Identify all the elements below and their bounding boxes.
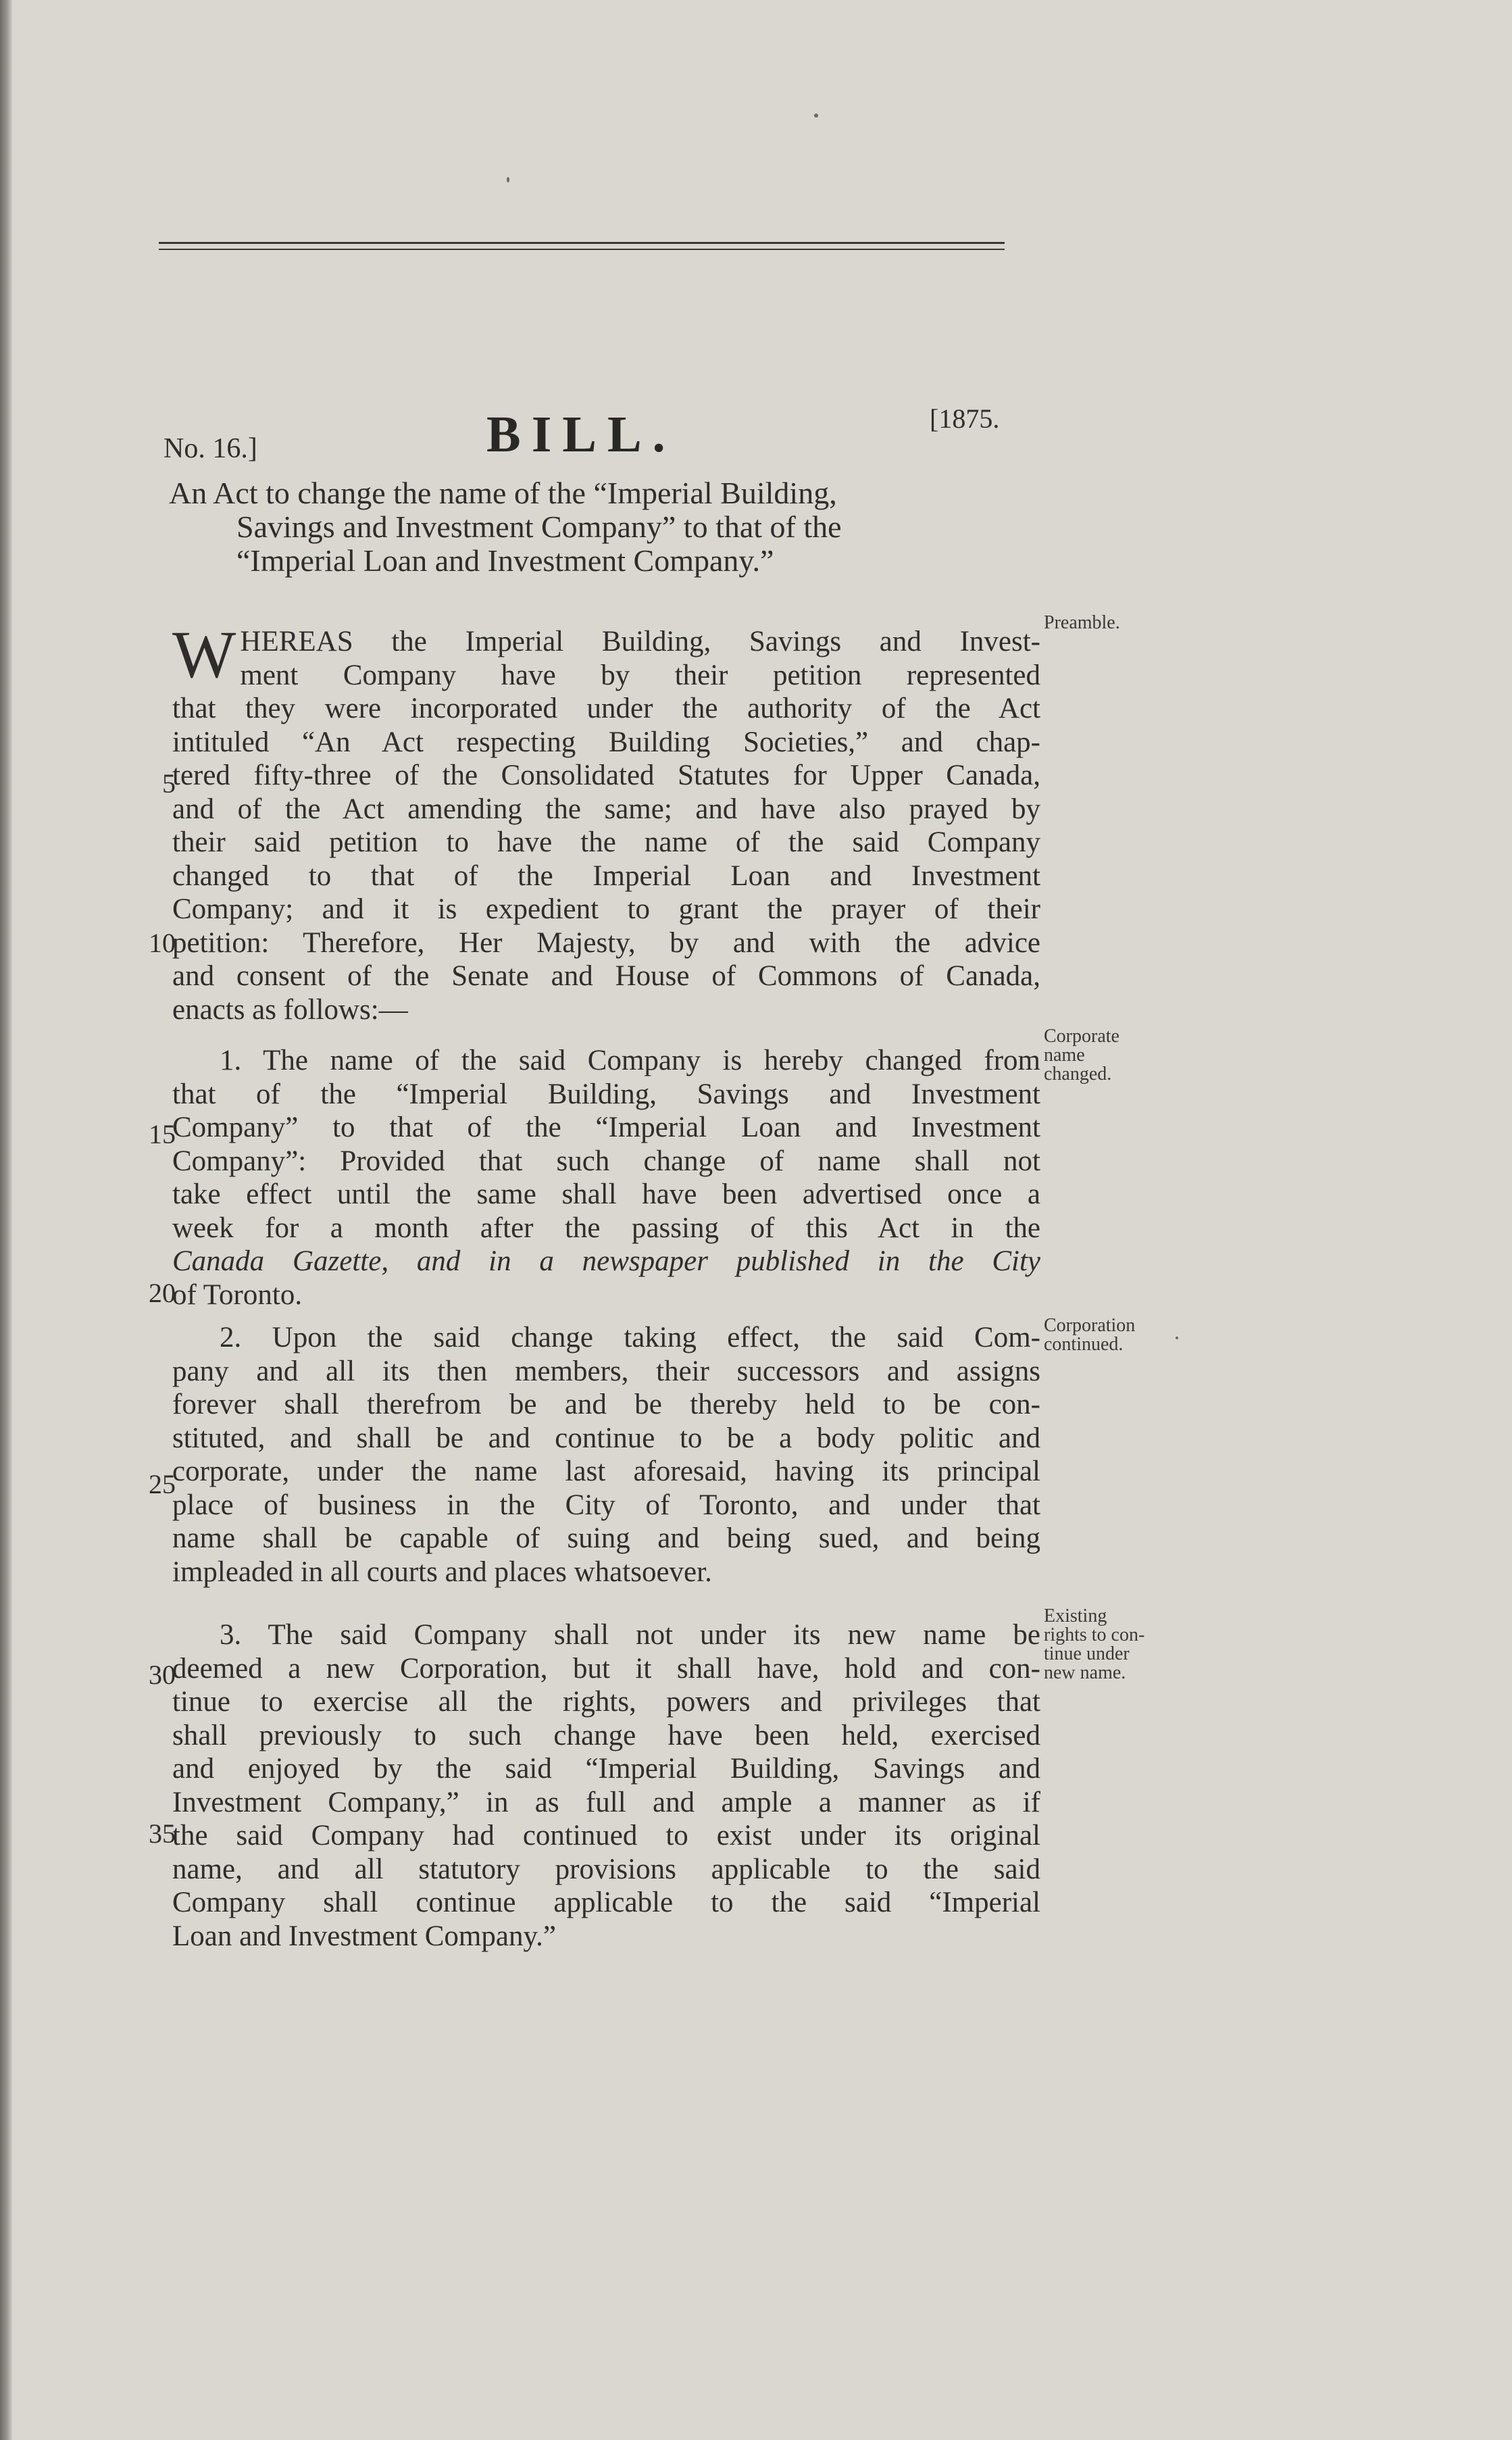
long-title <box>169 476 1020 578</box>
section-line: that of the “Imperial Building, Savings and Investment <box>172 1078 1040 1110</box>
line-number: 10 <box>149 928 176 958</box>
section-line: Company” to that of the “Imperial Loan and Investment <box>172 1112 1040 1143</box>
section-line: shall previously to such change have been held, exercised <box>172 1719 1040 1751</box>
section-line: corporate, under the name last aforesaid, having its principal <box>172 1455 1040 1487</box>
section-line: name shall be capable of suing and being sued, and being <box>172 1522 1040 1554</box>
section-line: of Toronto. <box>172 1278 303 1311</box>
section-line: Loan and Investment Company.” <box>172 1920 557 1952</box>
line-number: 25 <box>149 1469 176 1499</box>
section-line: forever shall therefrom be and be thereby held to be con- <box>172 1389 1040 1420</box>
marginal-note-line: new name. <box>1044 1662 1126 1683</box>
long-title-line: An Act to change the name of the “Imperial Building, <box>169 476 837 510</box>
section-line: take effect until the same shall have been advertised once a <box>172 1178 1040 1210</box>
section-line: 3. The said Company shall not under its new name be <box>220 1619 1040 1651</box>
preamble-line: ment Company have by their petition represented <box>240 659 1040 691</box>
paper-speck <box>507 177 509 182</box>
paper-speck <box>1176 1337 1178 1339</box>
preamble-line: that they were incorporated under the authority of the Act <box>172 693 1040 724</box>
line-number: 35 <box>149 1818 176 1849</box>
section-line: pany and all its then members, their successors and assigns <box>172 1355 1040 1387</box>
line-number: 5 <box>162 768 176 799</box>
preamble-line: enacts as follows:— <box>172 993 408 1026</box>
paper-speck <box>814 114 818 118</box>
bill-heading: BILL. <box>486 406 676 463</box>
preamble-line: changed to that of the Imperial Loan and Investment <box>172 860 1040 892</box>
section-line: tinue to exercise all the rights, powers and privileges that <box>172 1686 1040 1718</box>
section-line: week for a month after the passing of this Act in the <box>172 1212 1040 1244</box>
section-3 <box>172 1618 1040 1953</box>
preamble-line: Company; and it is expedient to grant the prayer of their <box>172 893 1040 925</box>
line-number: 20 <box>149 1278 176 1308</box>
preamble-line: intituled “An Act respecting Building Societies,” and chap- <box>172 726 1040 758</box>
page-binding-edge <box>0 0 12 2440</box>
preamble-line: HEREAS the Imperial Building, Savings and Invest- <box>240 626 1040 657</box>
section-line: impleaded in all courts and places whatsoever. <box>172 1555 712 1588</box>
bill-number: No. 16.] <box>163 433 257 464</box>
section-line: and enjoyed by the said “Imperial Building, Savings and <box>172 1753 1040 1785</box>
section-line: Canada Gazette, and in a newspaper published in the City <box>172 1245 1040 1277</box>
section-line: 1. The name of the said Company is hereby changed from <box>220 1045 1040 1076</box>
preamble-line: and consent of the Senate and House of Commons of Canada, <box>172 960 1040 992</box>
section-line: stituted, and shall be and continue to be a body politic and <box>172 1422 1040 1454</box>
long-title-line: Savings and Investment Company” to that of the <box>236 509 842 544</box>
marginal-note-line: Existing <box>1044 1605 1107 1626</box>
bill-year: [1875. <box>930 403 1000 434</box>
marginal-note-section-1 <box>1044 1027 1199 1084</box>
section-line: deemed a new Corporation, but it shall have, hold and con- <box>172 1652 1040 1685</box>
preamble-line: their said petition to have the name of the said Company <box>172 826 1040 858</box>
section-line: Company shall continue applicable to the said “Imperial <box>172 1887 1040 1918</box>
section-line: 2. Upon the said change taking effect, the said Com- <box>220 1322 1040 1353</box>
marginal-note-line: Corporation <box>1044 1315 1136 1336</box>
marginal-note-section-2 <box>1044 1316 1199 1354</box>
preamble-dropcap: W <box>172 617 236 692</box>
section-line: place of business in the City of Toronto, and under that <box>172 1489 1040 1521</box>
marginal-note-preamble: Preamble. <box>1044 612 1120 633</box>
long-title-line: “Imperial Loan and Investment Company.” <box>236 543 774 578</box>
marginal-note-line: continued. <box>1044 1334 1124 1355</box>
preamble-line: and of the Act amending the same; and have also prayed by <box>172 793 1040 825</box>
marginal-note-line: changed. <box>1044 1064 1112 1085</box>
section-line: Company”: Provided that such change of name shall not <box>172 1145 1040 1177</box>
marginal-note-line: rights to con- <box>1044 1624 1145 1645</box>
marginal-note-line: Corporate <box>1044 1026 1119 1047</box>
header-rule-bottom <box>159 249 1005 250</box>
preamble-line: tered fifty-three of the Consolidated Statutes for Upper Canada, <box>172 760 1040 791</box>
marginal-note-line: name <box>1044 1045 1085 1066</box>
section-line: the said Company had continued to exist under its original <box>172 1820 1040 1851</box>
marginal-note-line: tinue under <box>1044 1643 1130 1664</box>
section-line: Investment Company,” in as full and ample a manner as if <box>172 1786 1040 1818</box>
header-rule-top <box>159 242 1005 244</box>
section-2 <box>172 1321 1040 1589</box>
marginal-note-section-3 <box>1044 1607 1199 1683</box>
section-1 <box>172 1044 1040 1312</box>
preamble-line: petition: Therefore, Her Majesty, by and with the advice <box>172 926 1040 959</box>
line-number: 30 <box>149 1660 176 1690</box>
section-line: name, and all statutory provisions applicable to the said <box>172 1853 1040 1885</box>
preamble <box>172 617 1040 1026</box>
line-number: 15 <box>149 1119 176 1149</box>
